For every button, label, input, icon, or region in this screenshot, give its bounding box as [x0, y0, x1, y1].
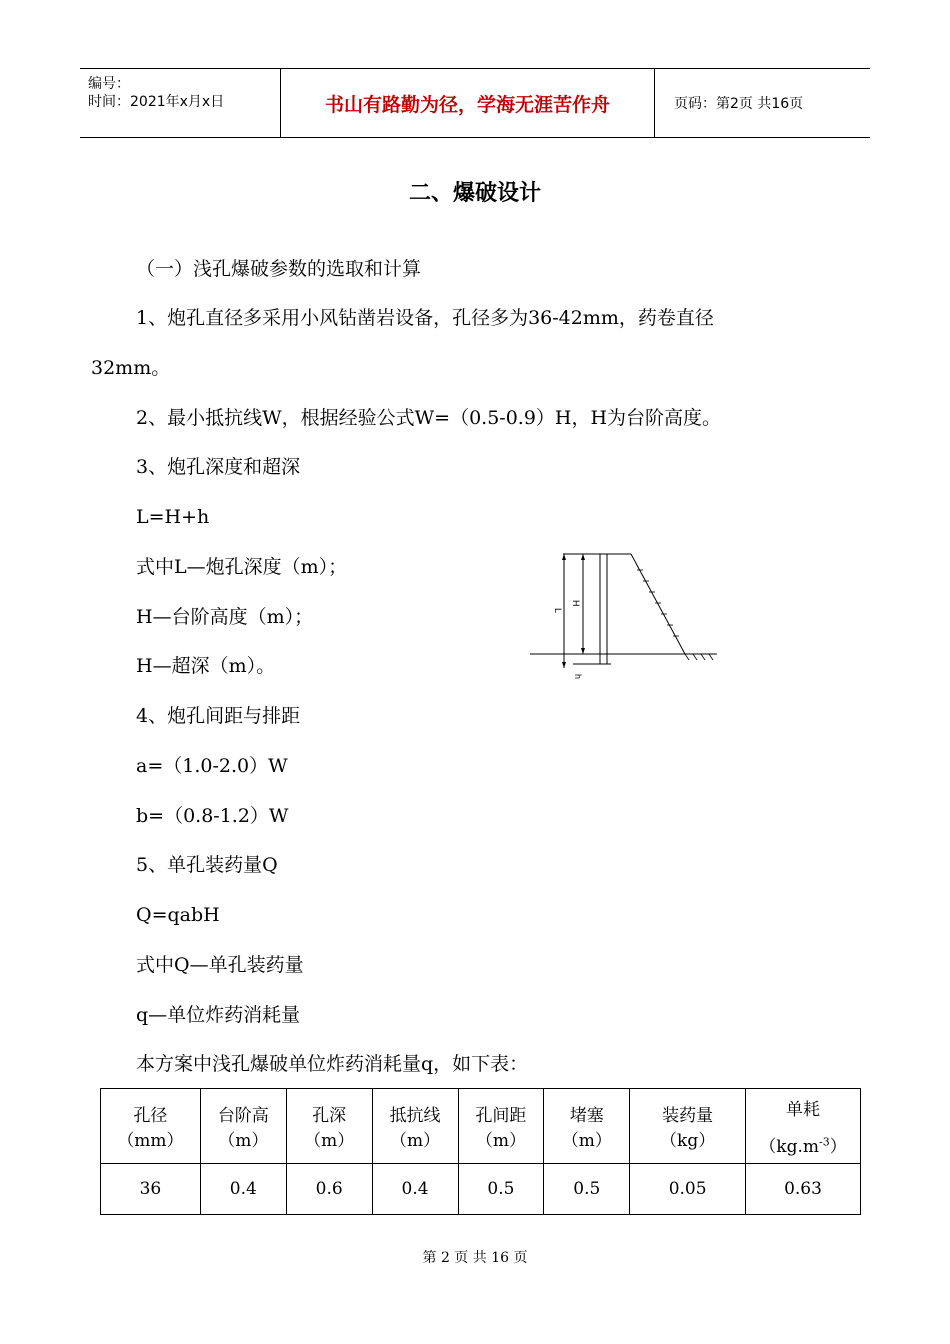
header-cell-hole-depth: 孔深 （m） — [286, 1089, 372, 1164]
header-cell-stemming: 堵塞 （m） — [544, 1089, 630, 1164]
table-cell: 36 — [101, 1164, 201, 1215]
paragraph-burden: 2、最小抵抗线W，根据经验公式W=（0.5-0.9）H，H为台阶高度。 — [136, 407, 722, 429]
header-page-info — [664, 69, 870, 137]
header-cell-unit-consumption: 单耗 $(kg.m^{-3})$ — [746, 1089, 861, 1164]
table-cell: 0.05 — [630, 1164, 746, 1215]
formula-b: b=（0.8-1.2）W — [136, 805, 289, 827]
number-label: 编号： — [88, 76, 130, 92]
label-l: L — [553, 608, 563, 614]
header-cell-burden: 抵抗线 （m） — [372, 1089, 458, 1164]
header-motto: 书山有路勤为径，学海无涯苦作舟 — [281, 69, 655, 137]
definition-l: 式中L—炮孔深度（m）； — [136, 556, 348, 578]
formula-a: a=（1.0-2.0）W — [136, 755, 288, 777]
table-cell: 0.63 — [746, 1164, 861, 1215]
paragraph-spacing: 4、炮孔间距与排距 — [136, 705, 301, 727]
header-meta-cell — [80, 69, 281, 137]
table-cell: 0.4 — [200, 1164, 286, 1215]
table-cell: 0.6 — [286, 1164, 372, 1215]
section-title: 二、爆破设计 — [408, 181, 541, 206]
header-cell-spacing: 孔间距 （m） — [458, 1089, 544, 1164]
paragraph-hole-depth: 3、炮孔深度和超深 — [136, 456, 301, 478]
paragraph-hole-diameter: 1、炮孔直径多采用小风钻凿岩设备，孔径多为36-42mm，药卷直径 — [136, 307, 714, 329]
formula-l: L=H+h — [136, 506, 210, 528]
charge-parameter-table — [100, 1088, 861, 1215]
definition-subdrill: H—超深（m）。 — [136, 655, 276, 677]
table-cell: 0.4 — [372, 1164, 458, 1215]
label-subdrill: h — [573, 674, 583, 680]
header-cell-charge: 装药量 （kg） — [630, 1089, 746, 1164]
table-cell: 0.5 — [544, 1164, 630, 1215]
table-row — [101, 1164, 861, 1215]
paragraph-table-intro: 本方案中浅孔爆破单位炸药消耗量q，如下表： — [136, 1053, 529, 1075]
table-cell: 0.5 — [458, 1164, 544, 1215]
header-cell-bench-height: 台阶高 （m） — [200, 1089, 286, 1164]
paragraph-hole-diameter-cont: 32mm。 — [91, 357, 171, 379]
page-info-text: 页码：第2页 共16页 — [674, 96, 804, 112]
page-header — [80, 68, 870, 138]
paragraph-subsection-heading: （一）浅孔爆破参数的选取和计算 — [136, 258, 422, 280]
definition-h: H—台阶高度（m）； — [136, 606, 314, 628]
label-h: H — [571, 600, 581, 607]
definition-q: 式中Q—单孔装药量 — [136, 954, 304, 976]
table-header-row — [101, 1089, 861, 1164]
time-label: 时间：2021年x月x日 — [88, 94, 225, 110]
formula-q: Q=qabH — [136, 904, 220, 926]
paragraph-charge: 5、单孔装药量Q — [136, 854, 278, 876]
definition-small-q: q—单位炸药消耗量 — [136, 1004, 301, 1026]
header-cell-diameter: 孔径 （mm） — [101, 1089, 201, 1164]
page-footer: 第 2 页 共 16 页 — [422, 1250, 528, 1266]
bench-blasting-diagram — [525, 548, 725, 688]
